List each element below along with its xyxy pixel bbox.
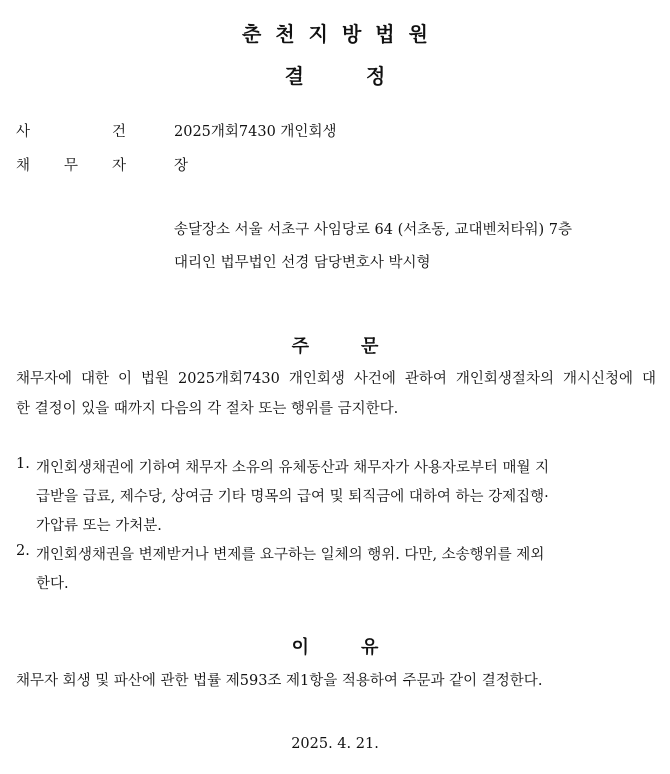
- order-item-line: 개인회생채권에 기하여 채무자 소유의 유체동산과 채무자가 사용자로부터 매월 지: [36, 460, 550, 476]
- agent-line: 대리인 법무법인 선경 담당변호사 박시형: [174, 255, 431, 271]
- debtor-row: [0, 154, 670, 176]
- order-item-line: 급받을 급료, 제수당, 상여금 기타 명목의 급여 및 퇴직금에 대하여 하는 강제집행·: [36, 489, 549, 505]
- order-item-line: 가압류 또는 가처분.: [36, 518, 162, 534]
- decision-date: 2025. 4. 21.: [291, 736, 379, 752]
- debtor-label: [16, 154, 126, 175]
- reason-text: 채무자 회생 및 파산에 관한 법률 제593조 제1항을 적용하여 주문과 같이 결정한다.: [16, 673, 543, 689]
- case-row: [0, 120, 670, 142]
- case-label-char: 사: [16, 124, 31, 140]
- debtor-label-char: 채: [16, 158, 31, 174]
- court-name: 춘천지방법원: [242, 22, 442, 46]
- reason-section-title: 이유: [291, 637, 431, 658]
- order-intro-line: 채무자에 대한 이 법원 2025개회7430 개인회생 사건에 관하여 개인회생절차의 개시신청에 대: [16, 371, 656, 387]
- order-item-number: 1.: [16, 456, 30, 472]
- case-label: [16, 120, 126, 141]
- order-item-line: 개인회생채권을 변제받거나 변제를 요구하는 일체의 행위. 다만, 소송행위를 제외: [36, 547, 545, 563]
- order-intro-line: 한 결정이 있을 때까지 다음의 각 절차 또는 행위를 금지한다.: [16, 401, 399, 417]
- debtor-label-char: 무: [63, 158, 78, 174]
- order-item-line: 한다.: [36, 576, 69, 592]
- document-type-title: 결정: [284, 64, 448, 88]
- case-label-char: 건: [111, 124, 126, 140]
- service-address: 송달장소 서울 서초구 사임당로 64 (서초동, 교대벤처타워) 7층: [174, 222, 573, 238]
- order-section-title: 주문: [291, 336, 431, 357]
- debtor-value: 장: [174, 158, 189, 174]
- debtor-label-char: 자: [111, 158, 126, 174]
- case-value: 2025개회7430 개인회생: [174, 124, 337, 140]
- order-item-number: 2.: [16, 543, 30, 559]
